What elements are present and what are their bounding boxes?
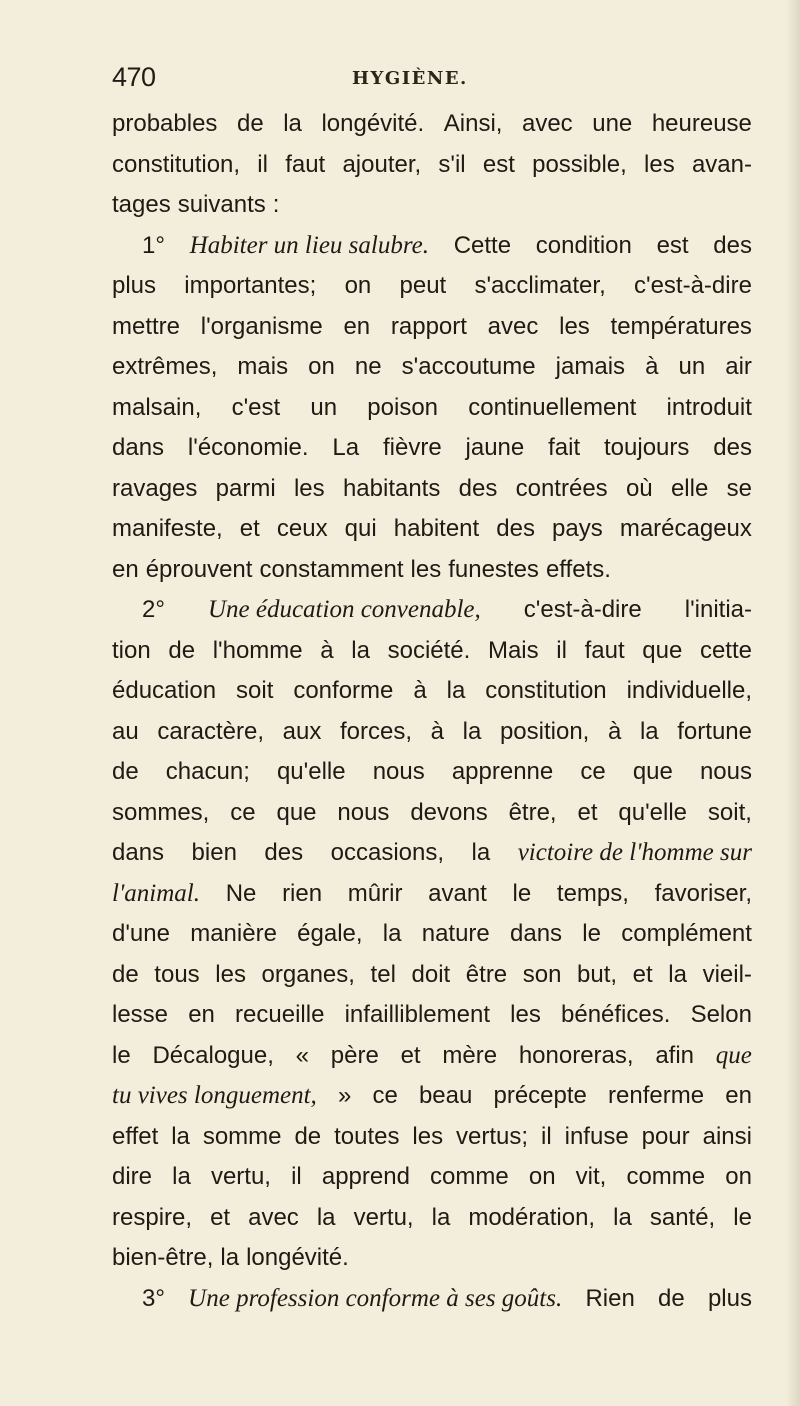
body-text	[112, 104, 752, 1319]
word: le	[512, 879, 532, 907]
word: Ainsi,	[443, 110, 503, 137]
text-line	[112, 469, 752, 510]
word: effets.	[545, 555, 611, 583]
word: son	[522, 960, 562, 988]
word: d'une	[112, 920, 170, 947]
word: à	[607, 717, 622, 745]
word: condition	[535, 231, 632, 259]
word: la	[471, 839, 491, 866]
word: ne	[354, 353, 382, 380]
word: individuelle,	[626, 677, 752, 704]
italic-phrase: Une profession conforme à ses goûts.	[188, 1284, 563, 1312]
word: ceux	[276, 515, 328, 542]
word: effet	[112, 1122, 159, 1150]
word: rien	[282, 879, 323, 907]
word: forces,	[340, 717, 413, 745]
word: avec	[487, 312, 539, 340]
word: importantes;	[184, 272, 317, 299]
word: les	[215, 960, 246, 988]
word: chacun;	[165, 758, 250, 785]
word: égale,	[297, 920, 363, 947]
text-line	[112, 1238, 752, 1279]
text-line	[112, 874, 752, 915]
word: et	[239, 515, 260, 542]
word: mettre	[112, 312, 181, 340]
word: apprend	[321, 1163, 410, 1190]
word: des	[713, 231, 752, 259]
word: elle	[670, 474, 709, 502]
word: et	[400, 1041, 421, 1069]
word: bénéfices.	[561, 1001, 671, 1028]
text-line	[112, 1157, 752, 1198]
word: nature	[421, 920, 490, 947]
word: plus	[707, 1284, 752, 1312]
text-line	[112, 104, 752, 145]
word: une	[592, 110, 633, 137]
word: les	[410, 555, 442, 583]
word: la	[431, 1203, 451, 1231]
page-header	[112, 62, 752, 96]
word: vertu,	[353, 1203, 414, 1231]
word: dans	[112, 434, 165, 461]
word: possible,	[532, 150, 627, 178]
text-line	[112, 307, 752, 348]
word: avant	[428, 879, 487, 907]
word: se	[726, 474, 752, 502]
word: malsain,	[112, 393, 202, 421]
word: c'est-à-dire	[523, 596, 642, 623]
word: être,	[508, 798, 557, 826]
word: températures	[610, 312, 752, 340]
text-line	[112, 793, 752, 834]
italic-phrase: que	[715, 1041, 752, 1069]
word: de	[294, 1122, 322, 1150]
word: honoreras,	[518, 1041, 634, 1069]
text-line	[112, 631, 752, 672]
word: de	[168, 636, 196, 664]
word: est	[482, 150, 515, 178]
word: «	[295, 1041, 309, 1069]
word: la	[351, 636, 370, 664]
word: Mais	[487, 636, 539, 664]
text-line	[112, 590, 752, 631]
word: 1°	[142, 231, 165, 259]
word: occasions,	[330, 839, 445, 866]
text-line	[112, 955, 752, 996]
word: beau	[418, 1082, 473, 1109]
word: funestes	[448, 555, 539, 583]
word: devons	[410, 798, 488, 826]
word: au	[112, 717, 139, 745]
word: un	[310, 393, 338, 421]
word: infailliblement	[344, 1001, 490, 1028]
word: »	[337, 1082, 352, 1109]
word: qu'elle	[276, 758, 346, 785]
italic-phrase: Une éducation convenable,	[207, 596, 481, 623]
word: peut	[399, 272, 447, 299]
text-line	[112, 671, 752, 712]
word: en	[725, 1082, 752, 1109]
word: Décalogue,	[152, 1041, 274, 1069]
word: recueille	[235, 1001, 325, 1028]
word: pays	[552, 515, 603, 542]
word: s'accoutume	[401, 353, 536, 380]
word: bien	[191, 839, 237, 866]
word: infuse	[564, 1122, 629, 1150]
running-head: HYGIÈNE.	[352, 68, 468, 89]
word: organes,	[261, 960, 355, 988]
text-line	[112, 1198, 752, 1239]
text-line	[112, 388, 752, 429]
word: toutes	[334, 1122, 400, 1150]
word: de	[112, 960, 139, 988]
word: dans	[510, 920, 563, 947]
word: l'initia-	[684, 596, 752, 623]
word: soit	[236, 677, 274, 704]
word: suivants	[177, 191, 266, 218]
word: tion	[112, 636, 151, 664]
word: des	[458, 474, 498, 502]
word: ce	[580, 758, 606, 785]
word: père	[330, 1041, 379, 1069]
word: que	[276, 798, 317, 826]
word: les	[412, 1122, 444, 1150]
word: et	[632, 960, 653, 988]
word: ajouter,	[342, 150, 422, 178]
word: Ne	[225, 879, 257, 907]
word: il	[556, 636, 567, 664]
word: c'est-à-dire	[633, 272, 752, 299]
italic-phrase: l'animal.	[112, 879, 200, 907]
word: ce	[372, 1082, 398, 1109]
word: dire	[112, 1163, 153, 1190]
word: faut	[584, 636, 625, 664]
word: on	[308, 353, 335, 380]
text-line	[112, 1036, 752, 1077]
word: 2°	[142, 596, 165, 623]
word: ravages	[112, 474, 198, 502]
word: comme	[626, 1163, 706, 1190]
word: comme	[430, 1163, 509, 1190]
word: société.	[387, 636, 471, 664]
word: avec	[521, 110, 573, 137]
text-line	[112, 712, 752, 753]
word: somme	[202, 1122, 282, 1150]
text-line	[112, 914, 752, 955]
word: position,	[499, 717, 590, 745]
word: cette	[699, 636, 752, 664]
word: fait	[548, 434, 581, 461]
word: but,	[577, 960, 618, 988]
word: avec	[248, 1203, 299, 1231]
word: heureuse	[651, 110, 752, 137]
word: mais	[237, 353, 289, 380]
text-line	[112, 185, 752, 226]
word: dans	[112, 839, 165, 866]
word: la	[446, 677, 466, 704]
word: manière	[190, 920, 277, 947]
text-line	[112, 752, 752, 793]
word: pour	[641, 1122, 690, 1150]
word: des	[264, 839, 304, 866]
word: La	[332, 434, 360, 461]
word: apprenne	[451, 758, 554, 785]
word: le	[582, 920, 601, 947]
word: longévité.	[246, 1244, 349, 1271]
word: temps,	[556, 879, 629, 907]
word: complément	[621, 920, 752, 947]
word: parmi	[215, 474, 276, 502]
word: ce	[230, 798, 256, 826]
word: :	[272, 191, 280, 218]
word: où	[625, 474, 653, 502]
word: en	[188, 1001, 215, 1028]
word: afin	[655, 1041, 695, 1069]
word: être	[465, 960, 508, 988]
word: la	[613, 1203, 632, 1231]
word: des	[713, 434, 752, 461]
word: s'il	[438, 150, 466, 178]
text-line	[112, 226, 752, 267]
word: fortune	[677, 717, 752, 745]
word: lesse	[112, 1001, 169, 1028]
word: on	[344, 272, 372, 299]
word: rapport	[390, 312, 467, 340]
text-line	[112, 833, 752, 874]
word: constitution,	[112, 150, 241, 178]
word: continuellement	[468, 393, 637, 421]
word: sommes,	[112, 798, 210, 826]
word: il	[291, 1163, 302, 1190]
word: habitants	[342, 474, 441, 502]
italic-phrase: tu vives longuement,	[112, 1082, 317, 1109]
word: habitent	[393, 515, 480, 542]
word: probables	[112, 110, 218, 137]
word: santé,	[649, 1203, 716, 1231]
word: en	[112, 555, 139, 583]
word: la	[668, 960, 687, 988]
word: mûrir	[347, 879, 403, 907]
word: tages	[112, 191, 171, 218]
text-line	[112, 509, 752, 550]
word: constamment	[259, 555, 404, 583]
word: il	[541, 1122, 552, 1150]
word: et	[577, 798, 598, 826]
word: le	[112, 1041, 131, 1069]
word: l'homme	[212, 636, 303, 664]
italic-phrase: Habiter un lieu salubre.	[189, 231, 429, 259]
word: c'est	[231, 393, 281, 421]
text-line	[112, 1279, 752, 1320]
word: l'organisme	[200, 312, 323, 340]
word: qu'elle	[618, 798, 688, 826]
word: ainsi	[702, 1122, 752, 1150]
word: conforme	[293, 677, 394, 704]
word: soit,	[707, 798, 752, 826]
word: 3°	[142, 1284, 165, 1312]
text-line	[112, 1076, 752, 1117]
word: fièvre	[382, 434, 442, 461]
word: éprouvent	[145, 555, 253, 583]
word: jaune	[465, 434, 525, 461]
word: précepte	[493, 1082, 587, 1109]
word: le	[733, 1203, 752, 1231]
word: favoriser,	[654, 879, 752, 907]
text-line	[112, 995, 752, 1036]
text-line	[112, 1117, 752, 1158]
word: modération,	[468, 1203, 596, 1231]
word: constitution	[485, 677, 607, 704]
word: et	[210, 1203, 231, 1231]
word: les	[510, 1001, 541, 1028]
word: Selon	[690, 1001, 752, 1028]
word: à	[645, 353, 659, 380]
word: de	[658, 1284, 685, 1312]
word: la	[220, 1244, 240, 1271]
word: l'économie.	[187, 434, 309, 461]
word: nous	[372, 758, 425, 785]
word: respire,	[112, 1203, 193, 1231]
word: à	[430, 717, 445, 745]
word: la	[316, 1203, 336, 1231]
word: qui	[344, 515, 377, 542]
word: les	[644, 150, 675, 178]
word: aux	[282, 717, 322, 745]
word: que	[632, 758, 673, 785]
word: vertus;	[456, 1122, 529, 1150]
word: la	[171, 1122, 190, 1150]
word: vertu,	[210, 1163, 271, 1190]
word: est	[656, 231, 689, 259]
word: manifeste,	[112, 515, 223, 542]
word: éducation	[112, 677, 217, 704]
word: on	[528, 1163, 556, 1190]
word: faut	[285, 150, 326, 178]
word: la	[462, 717, 482, 745]
text-line	[112, 347, 752, 388]
word: Rien	[585, 1284, 635, 1312]
word: Cette	[453, 231, 512, 259]
word: plus	[112, 272, 157, 299]
word: s'acclimater,	[474, 272, 606, 299]
word: de	[112, 758, 139, 785]
word: à	[413, 677, 427, 704]
word: jamais	[555, 353, 626, 380]
word: longévité.	[321, 110, 425, 137]
word: tel	[370, 960, 396, 988]
page-number: 470	[112, 62, 156, 92]
word: doit	[411, 960, 451, 988]
text-line	[112, 266, 752, 307]
word: que	[642, 636, 683, 664]
word: les	[293, 474, 325, 502]
word: air	[725, 353, 752, 380]
word: extrêmes,	[112, 353, 218, 380]
text-line	[112, 145, 752, 186]
word: poison	[367, 393, 439, 421]
word: toujours	[604, 434, 690, 461]
word: on	[725, 1163, 752, 1190]
word: avan-	[691, 150, 752, 178]
page-edge-shadow	[786, 0, 800, 1406]
text-line	[112, 550, 752, 591]
word: introduit	[666, 393, 752, 421]
word: marécageux	[619, 515, 752, 542]
word: bien-être,	[112, 1244, 214, 1271]
word: vieil-	[702, 960, 752, 988]
italic-phrase: victoire de l'homme sur	[517, 839, 752, 866]
word: la	[382, 920, 402, 947]
word: des	[496, 515, 535, 542]
word: nous	[699, 758, 752, 785]
word: nous	[337, 798, 390, 826]
word: renferme	[608, 1082, 705, 1109]
word: caractère,	[157, 717, 265, 745]
word: la	[639, 717, 659, 745]
word: tous	[154, 960, 200, 988]
text-line	[112, 428, 752, 469]
word: les	[559, 312, 590, 340]
word: il	[257, 150, 268, 178]
word: la	[283, 110, 302, 137]
word: à	[320, 636, 334, 664]
word: en	[343, 312, 371, 340]
word: de	[236, 110, 264, 137]
word: mère	[442, 1041, 498, 1069]
word: la	[172, 1163, 191, 1190]
word: contrées	[515, 474, 608, 502]
word: vit,	[575, 1163, 607, 1190]
word: un	[678, 353, 706, 380]
